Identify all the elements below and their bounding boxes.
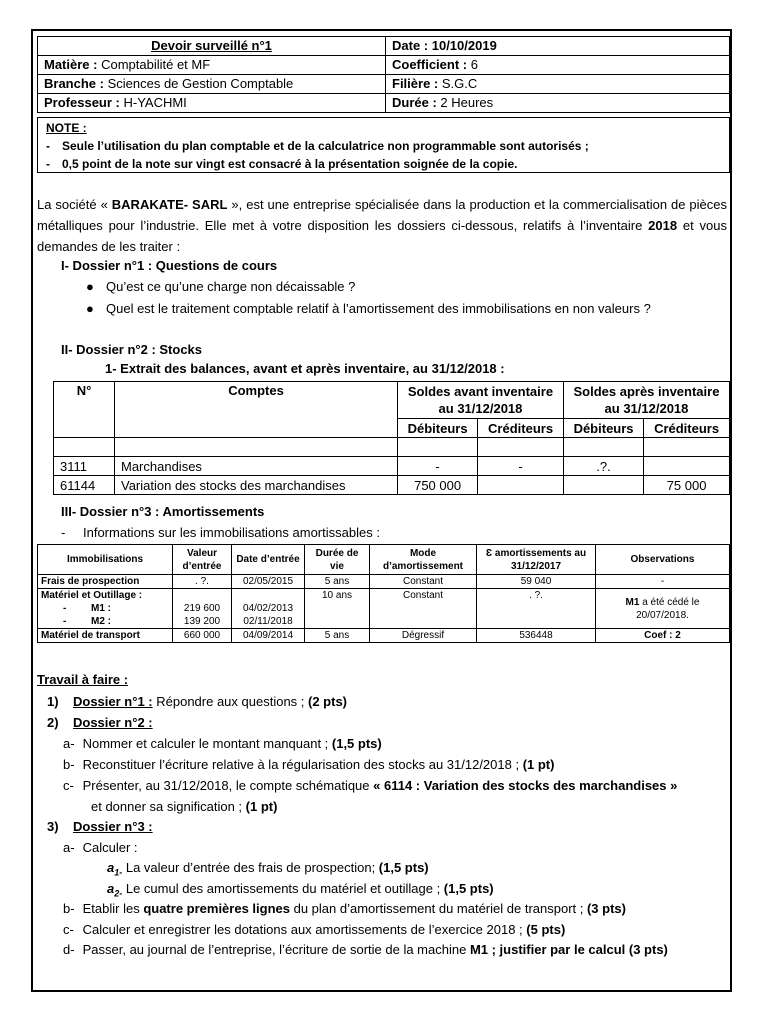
travail-3d: d- Passer, au journal de l’entreprise, l’écriture de sortie de la machine M1 ; justifier par le calcul (3 pts) bbox=[63, 942, 668, 957]
travail-2c: c- Présenter, au 31/12/2018, le compte schématique « 6114 : Variation des stocks des marchandises » bbox=[63, 778, 678, 793]
travail-2a: a- Nommer et calculer le montant manquant ; (1,5 pts) bbox=[63, 736, 382, 751]
travail-title: Travail à faire : bbox=[37, 672, 129, 687]
travail-item-3: 3) Dossier n°3 : bbox=[47, 819, 153, 834]
stocks-header-av-crediteurs: Créditeurs bbox=[478, 419, 564, 438]
header-table bbox=[37, 36, 730, 113]
stocks-header-comptes: Comptes bbox=[115, 382, 398, 438]
travail-3a: a- Calculer : bbox=[63, 840, 138, 855]
table-row: Frais de prospection . ?. 02/05/2015 5 ans Constant 59 040 - bbox=[38, 575, 730, 589]
amort-header-duree: Durée de vie bbox=[305, 545, 370, 575]
note-line-1: - Seule l’utilisation du plan comptable et de la calculatrice non programmable sont autorisés ; bbox=[46, 139, 589, 153]
branche-cell: Branche : Sciences de Gestion Comptable bbox=[38, 75, 386, 94]
stocks-header-av-debiteurs: Débiteurs bbox=[398, 419, 478, 438]
matiere-cell: Matière : Comptabilité et MF bbox=[38, 56, 386, 75]
amort-header-cumul: Ɛ amortissements au 31/12/2017 bbox=[477, 545, 596, 575]
date-cell: Date : 10/10/2019 bbox=[386, 37, 730, 56]
amort-header-immo: Immobilisations bbox=[38, 545, 173, 575]
travail-2b: b- Reconstituer l’écriture relative à la régularisation des stocks au 31/12/2018 ; (1 pt) bbox=[63, 757, 555, 772]
duree-cell: Durée : 2 Heures bbox=[386, 94, 730, 113]
dossier1-heading: I- Dossier n°1 : Questions de cours bbox=[61, 258, 278, 273]
travail-item-1: 1) Dossier n°1 : Répondre aux questions ; (2 pts) bbox=[47, 694, 348, 709]
travail-3b: b- Etablir les quatre premières lignes du plan d’amortissement du matériel de transport ; (3 pts) bbox=[63, 901, 626, 916]
travail-2c-cont: et donner sa signification ; (1 pt) bbox=[91, 799, 278, 814]
table-row: Matériel de transport 660 000 04/09/2014 5 ans Dégressif 536448 Coef : 2 bbox=[38, 629, 730, 643]
dossier1-question-2: ● Quel est le traitement comptable relatif à l’amortissement des immobilisations en non valeurs ? bbox=[86, 301, 651, 316]
dossier2-subheading: 1- Extrait des balances, avant et après inventaire, au 31/12/2018 : bbox=[105, 361, 505, 376]
table-row: Matériel et Outillage : - M1 : - M2 : 219 600 139 200 04/02/2013 02/11/2018 10 ans Constant . ?. M1 a été cédé le 20/07/2018. bbox=[38, 589, 730, 629]
dossier1-question-1: ● Qu’est ce qu’une charge non décaissable ? bbox=[86, 279, 356, 294]
note-box bbox=[37, 117, 730, 173]
dossier3-info: - Informations sur les immobilisations amortissables : bbox=[61, 525, 380, 540]
table-row: 61144 Variation des stocks des marchandises 750 000 75 000 bbox=[54, 476, 730, 495]
note-title: NOTE : bbox=[46, 121, 87, 135]
exam-title: Devoir surveillé n°1 bbox=[38, 37, 386, 56]
stocks-header-apres: Soldes après inventaire au 31/12/2018 bbox=[563, 382, 729, 419]
amort-header-date: Date d’entrée bbox=[232, 545, 305, 575]
amort-header-valeur: Valeur d’entrée bbox=[173, 545, 232, 575]
stocks-header-ap-crediteurs: Créditeurs bbox=[644, 419, 730, 438]
stocks-header-ap-debiteurs: Débiteurs bbox=[563, 419, 643, 438]
travail-item-2: 2) Dossier n°2 : bbox=[47, 715, 153, 730]
travail-3a1: $a_{1-}$ La valeur d’entrée des frais de prospection; (1,5 pts) bbox=[107, 860, 429, 878]
travail-3a2: $a_{2-}$ Le cumul des amortissements du matériel et outillage ; (1,5 pts) bbox=[107, 881, 494, 899]
amortissements-table bbox=[37, 544, 730, 643]
coefficient-cell: Coefficient : 6 bbox=[386, 56, 730, 75]
filiere-cell: Filière : S.G.C bbox=[386, 75, 730, 94]
note-line-2: - 0,5 point de la note sur vingt est consacré à la présentation soignée de la copie. bbox=[46, 157, 518, 171]
amort-header-mode: Mode d’amortissement bbox=[370, 545, 477, 575]
stocks-header-num: N° bbox=[54, 382, 115, 438]
stocks-header-avant: Soldes avant inventaire au 31/12/2018 bbox=[398, 382, 564, 419]
amort-header-obs: Observations bbox=[596, 545, 730, 575]
dossier2-heading: II- Dossier n°2 : Stocks bbox=[61, 342, 203, 357]
table-row: 3111 Marchandises - - .?. bbox=[54, 457, 730, 476]
travail-3c: c- Calculer et enregistrer les dotations aux amortissements de l’exercice 2018 ; (5 pts) bbox=[63, 922, 566, 937]
stocks-table bbox=[53, 381, 730, 495]
intro-paragraph: La société « BARAKATE- SARL », est une entreprise spécialisée dans la production et la commercialisation de pièces métalliques pour l’industrie. Elle met à votre disposition les dossiers ci-dessous, relatifs à l’inventaire 2018 et vous demandes de les traiter : bbox=[37, 197, 728, 254]
dossier3-heading: III- Dossier n°3 : Amortissements bbox=[61, 504, 265, 519]
professeur-cell: Professeur : H-YACHMI bbox=[38, 94, 386, 113]
